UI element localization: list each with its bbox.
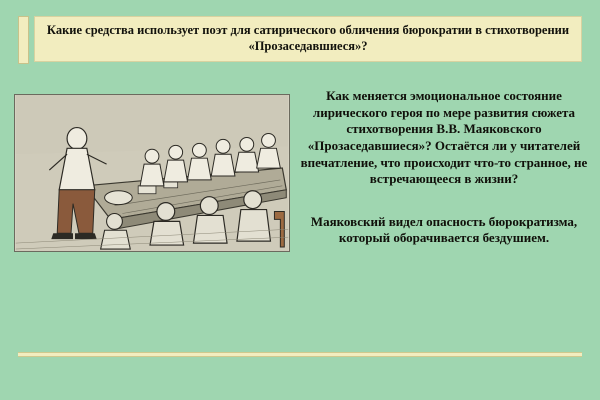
paragraph-question: Как меняется эмоциональное состояние лирического героя по мере развития сюжета стихотворения В.В. Маяковского «Прозаседавшиеся»? Остаётся ли у читателей впечатление, что происходит что-то странное, не встречающееся в жизни? [300, 88, 588, 187]
illustration-graphic [15, 95, 289, 251]
paragraph-conclusion: Маяковский видел опасность бюрократизма, который оборачивается бездушием. [310, 213, 578, 246]
illustration-image [14, 94, 290, 252]
page-title: Какие средства использует поэт для сатирического обличения бюрократии в стихотворении «Прозаседавшиеся»? [46, 23, 570, 53]
bottom-divider [18, 352, 582, 357]
title-accent-bar [18, 16, 29, 64]
body-text-column [300, 88, 588, 247]
title-box [34, 16, 582, 62]
